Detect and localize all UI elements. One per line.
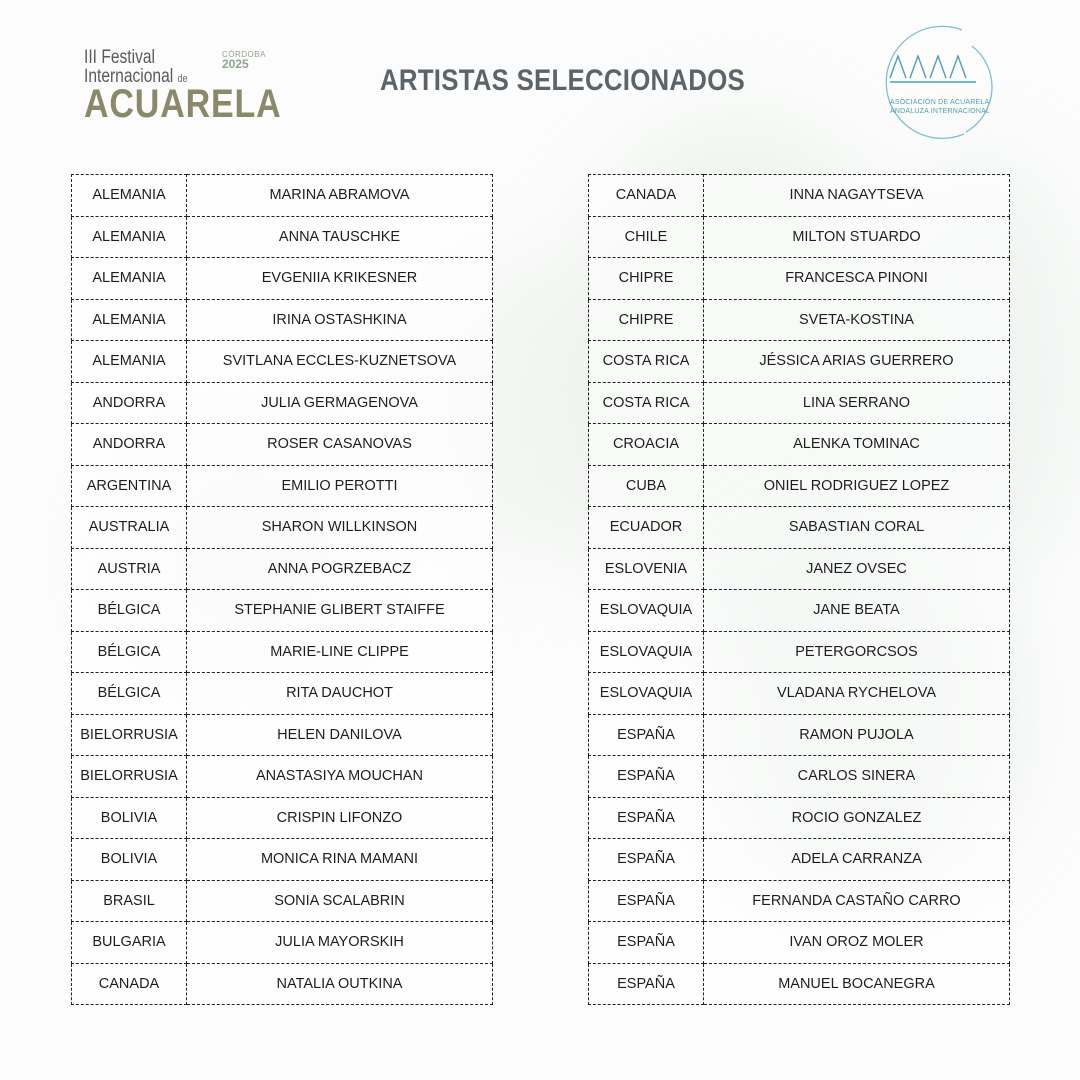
- artist-name-cell: ANNA TAUSCHKE: [187, 216, 493, 258]
- table-row: [589, 590, 1010, 632]
- table-row: [589, 548, 1010, 590]
- table-row: [72, 880, 493, 922]
- country-cell: ESPAÑA: [589, 880, 704, 922]
- table-row: [589, 258, 1010, 300]
- artist-name-cell: SVETA-KOSTINA: [704, 299, 1010, 341]
- table-row: [589, 507, 1010, 549]
- country-cell: ANDORRA: [72, 424, 187, 466]
- artist-name-cell: MARIE-LINE CLIPPE: [187, 631, 493, 673]
- table-row: [72, 548, 493, 590]
- table-row: [589, 880, 1010, 922]
- table-row: [589, 465, 1010, 507]
- artist-name-cell: MONICA RINA MAMANI: [187, 839, 493, 881]
- artist-name-cell: STEPHANIE GLIBERT STAIFFE: [187, 590, 493, 632]
- country-cell: ALEMANIA: [72, 216, 187, 258]
- artist-name-cell: JULIA MAYORSKIH: [187, 922, 493, 964]
- country-cell: ESPAÑA: [589, 797, 704, 839]
- country-cell: ANDORRA: [72, 382, 187, 424]
- artists-table-right: [588, 174, 1010, 1005]
- country-cell: BOLIVIA: [72, 797, 187, 839]
- country-cell: ESPAÑA: [589, 922, 704, 964]
- table-row: [589, 175, 1010, 217]
- country-cell: BULGARIA: [72, 922, 187, 964]
- country-cell: ALEMANIA: [72, 175, 187, 217]
- artist-name-cell: SABASTIAN CORAL: [704, 507, 1010, 549]
- country-cell: BOLIVIA: [72, 839, 187, 881]
- table-row: [72, 465, 493, 507]
- artist-name-cell: JANEZ OVSEC: [704, 548, 1010, 590]
- country-cell: CHIPRE: [589, 258, 704, 300]
- country-cell: BIELORRUSIA: [72, 714, 187, 756]
- artist-name-cell: ANNA POGRZEBACZ: [187, 548, 493, 590]
- festival-line2: Internacional de: [84, 66, 188, 87]
- country-cell: ECUADOR: [589, 507, 704, 549]
- festival-line1: III Festival: [84, 47, 155, 68]
- table-row: [589, 756, 1010, 798]
- country-cell: ESPAÑA: [589, 963, 704, 1005]
- table-row: [72, 963, 493, 1005]
- artists-table-left: [71, 174, 493, 1005]
- country-cell: AUSTRALIA: [72, 507, 187, 549]
- table-row: [589, 631, 1010, 673]
- country-cell: ESLOVENIA: [589, 548, 704, 590]
- artist-name-cell: ROSER CASANOVAS: [187, 424, 493, 466]
- artist-name-cell: JULIA GERMAGENOVA: [187, 382, 493, 424]
- country-cell: BÉLGICA: [72, 631, 187, 673]
- association-name-line2: ANDALUZA INTERNACIONAL: [890, 108, 991, 115]
- table-row: [589, 797, 1010, 839]
- artist-name-cell: ADELA CARRANZA: [704, 839, 1010, 881]
- country-cell: CANADA: [589, 175, 704, 217]
- artist-name-cell: EMILIO PEROTTI: [187, 465, 493, 507]
- artist-name-cell: JANE BEATA: [704, 590, 1010, 632]
- table-row: [589, 216, 1010, 258]
- table-row: [72, 507, 493, 549]
- artist-name-cell: SVITLANA ECCLES-KUZNETSOVA: [187, 341, 493, 383]
- festival-year: 2025: [222, 57, 249, 71]
- table-row: [589, 382, 1010, 424]
- table-row: [589, 341, 1010, 383]
- table-row: [589, 922, 1010, 964]
- table-row: [589, 673, 1010, 715]
- country-cell: BÉLGICA: [72, 673, 187, 715]
- artist-name-cell: ROCIO GONZALEZ: [704, 797, 1010, 839]
- country-cell: ESPAÑA: [589, 714, 704, 756]
- table-row: [72, 175, 493, 217]
- artist-name-cell: ALENKA TOMINAC: [704, 424, 1010, 466]
- table-row: [72, 424, 493, 466]
- association-name-line1: ASOCIACIÓN DE ACUARELA: [890, 99, 990, 106]
- artist-name-cell: SONIA SCALABRIN: [187, 880, 493, 922]
- table-row: [72, 382, 493, 424]
- artist-name-cell: JÉSSICA ARIAS GUERRERO: [704, 341, 1010, 383]
- table-row: [72, 839, 493, 881]
- table-row: [72, 258, 493, 300]
- table-row: [72, 590, 493, 632]
- country-cell: AUSTRIA: [72, 548, 187, 590]
- artist-name-cell: ANASTASIYA MOUCHAN: [187, 756, 493, 798]
- festival-city: CÓRDOBA: [222, 50, 266, 59]
- country-cell: ESLOVAQUIA: [589, 631, 704, 673]
- country-cell: ESLOVAQUIA: [589, 673, 704, 715]
- artist-name-cell: CRISPIN LIFONZO: [187, 797, 493, 839]
- country-cell: ESLOVAQUIA: [589, 590, 704, 632]
- association-emblem-icon: [872, 22, 996, 142]
- artist-name-cell: FRANCESCA PINONI: [704, 258, 1010, 300]
- country-cell: CHIPRE: [589, 299, 704, 341]
- artist-name-cell: FERNANDA CASTAÑO CARRO: [704, 880, 1010, 922]
- artist-name-cell: MARINA ABRAMOVA: [187, 175, 493, 217]
- country-cell: ALEMANIA: [72, 258, 187, 300]
- artist-name-cell: ONIEL RODRIGUEZ LOPEZ: [704, 465, 1010, 507]
- artist-name-cell: MILTON STUARDO: [704, 216, 1010, 258]
- table-row: [72, 714, 493, 756]
- page-title: ARTISTAS SELECCIONADOS: [380, 64, 745, 97]
- country-cell: COSTA RICA: [589, 382, 704, 424]
- artist-name-cell: RAMON PUJOLA: [704, 714, 1010, 756]
- country-cell: BIELORRUSIA: [72, 756, 187, 798]
- artist-name-cell: HELEN DANILOVA: [187, 714, 493, 756]
- country-cell: ALEMANIA: [72, 341, 187, 383]
- country-cell: CANADA: [72, 963, 187, 1005]
- artist-name-cell: PETERGORCSOS: [704, 631, 1010, 673]
- festival-acuarela: ACUARELA: [84, 82, 282, 126]
- table-row: [72, 922, 493, 964]
- country-cell: ESPAÑA: [589, 756, 704, 798]
- artist-name-cell: VLADANA RYCHELOVA: [704, 673, 1010, 715]
- artist-name-cell: CARLOS SINERA: [704, 756, 1010, 798]
- country-cell: BRASIL: [72, 880, 187, 922]
- artist-name-cell: SHARON WILLKINSON: [187, 507, 493, 549]
- table-row: [589, 839, 1010, 881]
- table-row: [72, 756, 493, 798]
- table-row: [72, 299, 493, 341]
- table-row: [589, 714, 1010, 756]
- table-row: [72, 797, 493, 839]
- artist-name-cell: INNA NAGAYTSEVA: [704, 175, 1010, 217]
- table-row: [589, 424, 1010, 466]
- table-row: [589, 963, 1010, 1005]
- country-cell: COSTA RICA: [589, 341, 704, 383]
- table-row: [72, 216, 493, 258]
- country-cell: BÉLGICA: [72, 590, 187, 632]
- festival-logo: [84, 47, 282, 128]
- artist-name-cell: EVGENIIA KRIKESNER: [187, 258, 493, 300]
- table-row: [72, 631, 493, 673]
- country-cell: ARGENTINA: [72, 465, 187, 507]
- table-row: [72, 673, 493, 715]
- table-row: [589, 299, 1010, 341]
- table-row: [72, 341, 493, 383]
- association-logo: [872, 22, 996, 142]
- artist-name-cell: LINA SERRANO: [704, 382, 1010, 424]
- artist-name-cell: IVAN OROZ MOLER: [704, 922, 1010, 964]
- country-cell: CROACIA: [589, 424, 704, 466]
- country-cell: ESPAÑA: [589, 839, 704, 881]
- country-cell: ALEMANIA: [72, 299, 187, 341]
- artist-name-cell: NATALIA OUTKINA: [187, 963, 493, 1005]
- country-cell: CHILE: [589, 216, 704, 258]
- artist-name-cell: RITA DAUCHOT: [187, 673, 493, 715]
- artist-name-cell: MANUEL BOCANEGRA: [704, 963, 1010, 1005]
- artist-name-cell: IRINA OSTASHKINA: [187, 299, 493, 341]
- country-cell: CUBA: [589, 465, 704, 507]
